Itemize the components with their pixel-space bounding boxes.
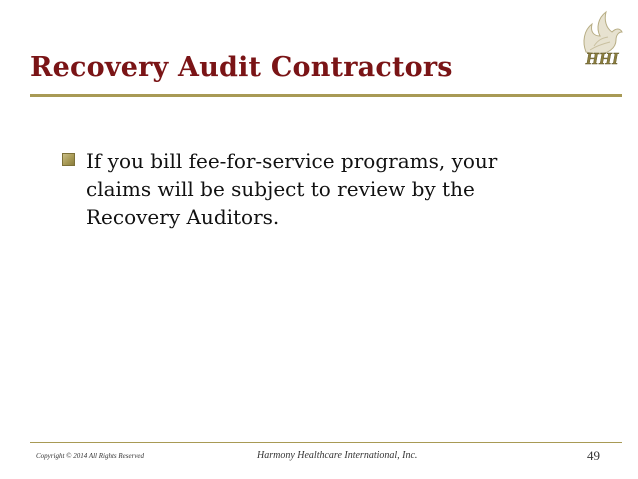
page-number: 49 — [587, 448, 600, 463]
footer-divider — [30, 442, 622, 443]
slide-title: Recovery Audit Contractors — [30, 52, 453, 83]
dove-icon — [572, 6, 632, 70]
company-logo — [572, 6, 632, 70]
bullet-item — [62, 147, 562, 231]
title-divider — [30, 94, 622, 97]
bullet-text: If you bill fee-for-service programs, your claims will be subject to review by the Recovery Auditors. — [86, 149, 498, 229]
footer-copyright: Copyright © 2014 All Rights Reserved — [36, 452, 145, 460]
footer-company: Harmony Healthcare International, Inc. — [257, 450, 418, 461]
logo-text: HHI — [585, 49, 619, 68]
square-bullet-icon — [62, 153, 75, 166]
